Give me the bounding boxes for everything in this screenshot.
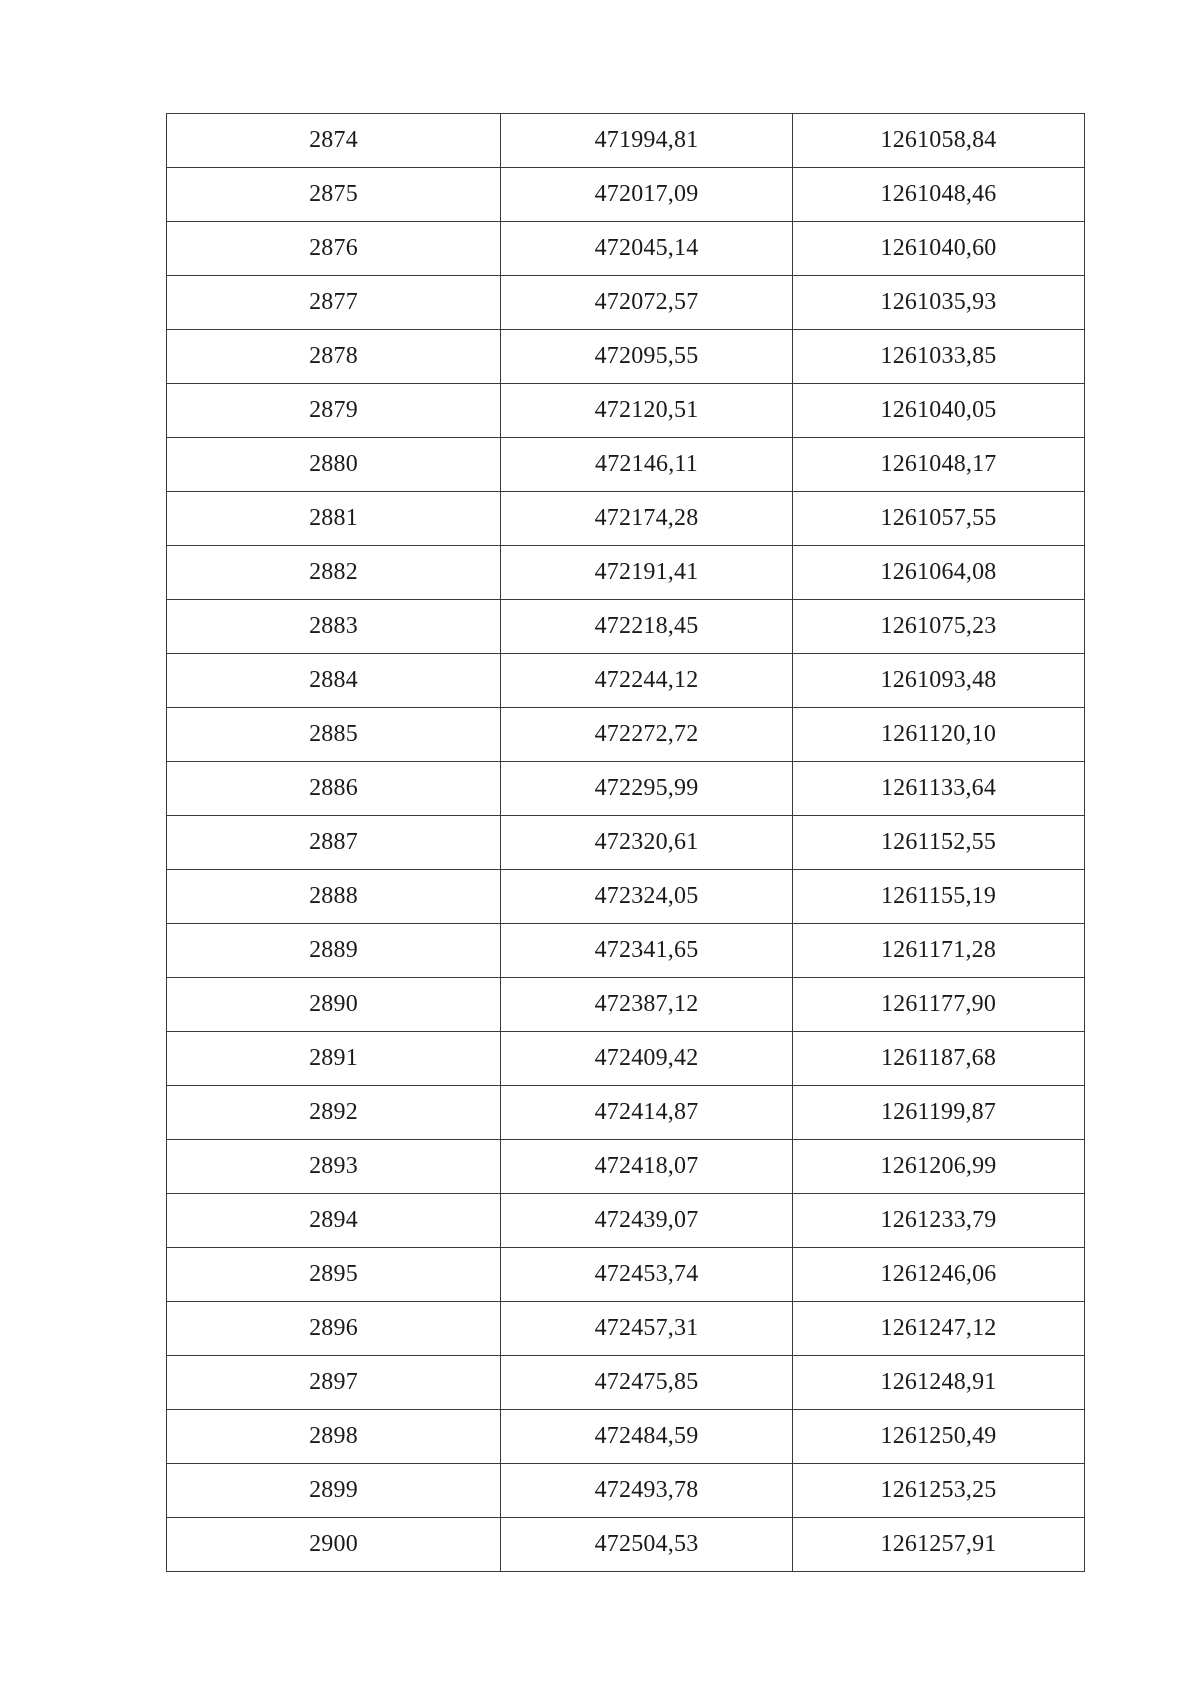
y-coordinate-cell: 1261035,93 — [793, 276, 1085, 330]
point-number-cell: 2879 — [167, 384, 501, 438]
x-coordinate-cell: 472017,09 — [501, 168, 793, 222]
x-coordinate-cell: 472475,85 — [501, 1356, 793, 1410]
x-coordinate-cell: 472045,14 — [501, 222, 793, 276]
table-row — [167, 222, 1085, 276]
point-number-cell: 2898 — [167, 1410, 501, 1464]
table-row — [167, 1140, 1085, 1194]
x-coordinate-cell: 472174,28 — [501, 492, 793, 546]
table-row — [167, 384, 1085, 438]
point-number-cell: 2877 — [167, 276, 501, 330]
x-coordinate-cell: 472120,51 — [501, 384, 793, 438]
y-coordinate-cell: 1261171,28 — [793, 924, 1085, 978]
y-coordinate-cell: 1261257,91 — [793, 1518, 1085, 1572]
y-coordinate-cell: 1261093,48 — [793, 654, 1085, 708]
table-row — [167, 114, 1085, 168]
y-coordinate-cell: 1261253,25 — [793, 1464, 1085, 1518]
point-number-cell: 2886 — [167, 762, 501, 816]
table-row — [167, 600, 1085, 654]
point-number-cell: 2882 — [167, 546, 501, 600]
point-number-cell: 2894 — [167, 1194, 501, 1248]
coordinates-table-body — [167, 114, 1085, 1572]
point-number-cell: 2897 — [167, 1356, 501, 1410]
y-coordinate-cell: 1261177,90 — [793, 978, 1085, 1032]
point-number-cell: 2890 — [167, 978, 501, 1032]
y-coordinate-cell: 1261248,91 — [793, 1356, 1085, 1410]
y-coordinate-cell: 1261199,87 — [793, 1086, 1085, 1140]
point-number-cell: 2878 — [167, 330, 501, 384]
point-number-cell: 2895 — [167, 1248, 501, 1302]
point-number-cell: 2887 — [167, 816, 501, 870]
table-row — [167, 1464, 1085, 1518]
table-row — [167, 708, 1085, 762]
point-number-cell: 2885 — [167, 708, 501, 762]
y-coordinate-cell: 1261040,60 — [793, 222, 1085, 276]
y-coordinate-cell: 1261155,19 — [793, 870, 1085, 924]
x-coordinate-cell: 472072,57 — [501, 276, 793, 330]
x-coordinate-cell: 472218,45 — [501, 600, 793, 654]
table-row — [167, 438, 1085, 492]
y-coordinate-cell: 1261075,23 — [793, 600, 1085, 654]
table-row — [167, 1410, 1085, 1464]
point-number-cell: 2883 — [167, 600, 501, 654]
table-row — [167, 276, 1085, 330]
y-coordinate-cell: 1261040,05 — [793, 384, 1085, 438]
y-coordinate-cell: 1261247,12 — [793, 1302, 1085, 1356]
table-row — [167, 816, 1085, 870]
x-coordinate-cell: 472387,12 — [501, 978, 793, 1032]
x-coordinate-cell: 472439,07 — [501, 1194, 793, 1248]
table-row — [167, 1248, 1085, 1302]
x-coordinate-cell: 472324,05 — [501, 870, 793, 924]
point-number-cell: 2874 — [167, 114, 501, 168]
point-number-cell: 2892 — [167, 1086, 501, 1140]
table-row — [167, 330, 1085, 384]
point-number-cell: 2881 — [167, 492, 501, 546]
point-number-cell: 2888 — [167, 870, 501, 924]
table-row — [167, 978, 1085, 1032]
point-number-cell: 2875 — [167, 168, 501, 222]
table-row — [167, 654, 1085, 708]
point-number-cell: 2876 — [167, 222, 501, 276]
y-coordinate-cell: 1261033,85 — [793, 330, 1085, 384]
point-number-cell: 2889 — [167, 924, 501, 978]
x-coordinate-cell: 472341,65 — [501, 924, 793, 978]
table-row — [167, 870, 1085, 924]
point-number-cell: 2880 — [167, 438, 501, 492]
y-coordinate-cell: 1261120,10 — [793, 708, 1085, 762]
coordinates-table — [166, 113, 1085, 1572]
x-coordinate-cell: 472493,78 — [501, 1464, 793, 1518]
table-row — [167, 168, 1085, 222]
y-coordinate-cell: 1261048,17 — [793, 438, 1085, 492]
table-row — [167, 1518, 1085, 1572]
x-coordinate-cell: 472484,59 — [501, 1410, 793, 1464]
table-row — [167, 492, 1085, 546]
table-row — [167, 1194, 1085, 1248]
x-coordinate-cell: 472191,41 — [501, 546, 793, 600]
point-number-cell: 2884 — [167, 654, 501, 708]
x-coordinate-cell: 472457,31 — [501, 1302, 793, 1356]
y-coordinate-cell: 1261152,55 — [793, 816, 1085, 870]
x-coordinate-cell: 472244,12 — [501, 654, 793, 708]
point-number-cell: 2899 — [167, 1464, 501, 1518]
y-coordinate-cell: 1261064,08 — [793, 546, 1085, 600]
point-number-cell: 2893 — [167, 1140, 501, 1194]
table-row — [167, 762, 1085, 816]
point-number-cell: 2900 — [167, 1518, 501, 1572]
x-coordinate-cell: 471994,81 — [501, 114, 793, 168]
x-coordinate-cell: 472409,42 — [501, 1032, 793, 1086]
table-row — [167, 546, 1085, 600]
y-coordinate-cell: 1261133,64 — [793, 762, 1085, 816]
table-row — [167, 924, 1085, 978]
table-row — [167, 1302, 1085, 1356]
y-coordinate-cell: 1261057,55 — [793, 492, 1085, 546]
point-number-cell: 2896 — [167, 1302, 501, 1356]
y-coordinate-cell: 1261246,06 — [793, 1248, 1085, 1302]
table-row — [167, 1356, 1085, 1410]
x-coordinate-cell: 472453,74 — [501, 1248, 793, 1302]
x-coordinate-cell: 472414,87 — [501, 1086, 793, 1140]
table-row — [167, 1032, 1085, 1086]
y-coordinate-cell: 1261250,49 — [793, 1410, 1085, 1464]
x-coordinate-cell: 472095,55 — [501, 330, 793, 384]
x-coordinate-cell: 472504,53 — [501, 1518, 793, 1572]
x-coordinate-cell: 472146,11 — [501, 438, 793, 492]
y-coordinate-cell: 1261048,46 — [793, 168, 1085, 222]
y-coordinate-cell: 1261187,68 — [793, 1032, 1085, 1086]
x-coordinate-cell: 472272,72 — [501, 708, 793, 762]
point-number-cell: 2891 — [167, 1032, 501, 1086]
y-coordinate-cell: 1261233,79 — [793, 1194, 1085, 1248]
x-coordinate-cell: 472418,07 — [501, 1140, 793, 1194]
y-coordinate-cell: 1261206,99 — [793, 1140, 1085, 1194]
x-coordinate-cell: 472295,99 — [501, 762, 793, 816]
x-coordinate-cell: 472320,61 — [501, 816, 793, 870]
y-coordinate-cell: 1261058,84 — [793, 114, 1085, 168]
table-row — [167, 1086, 1085, 1140]
